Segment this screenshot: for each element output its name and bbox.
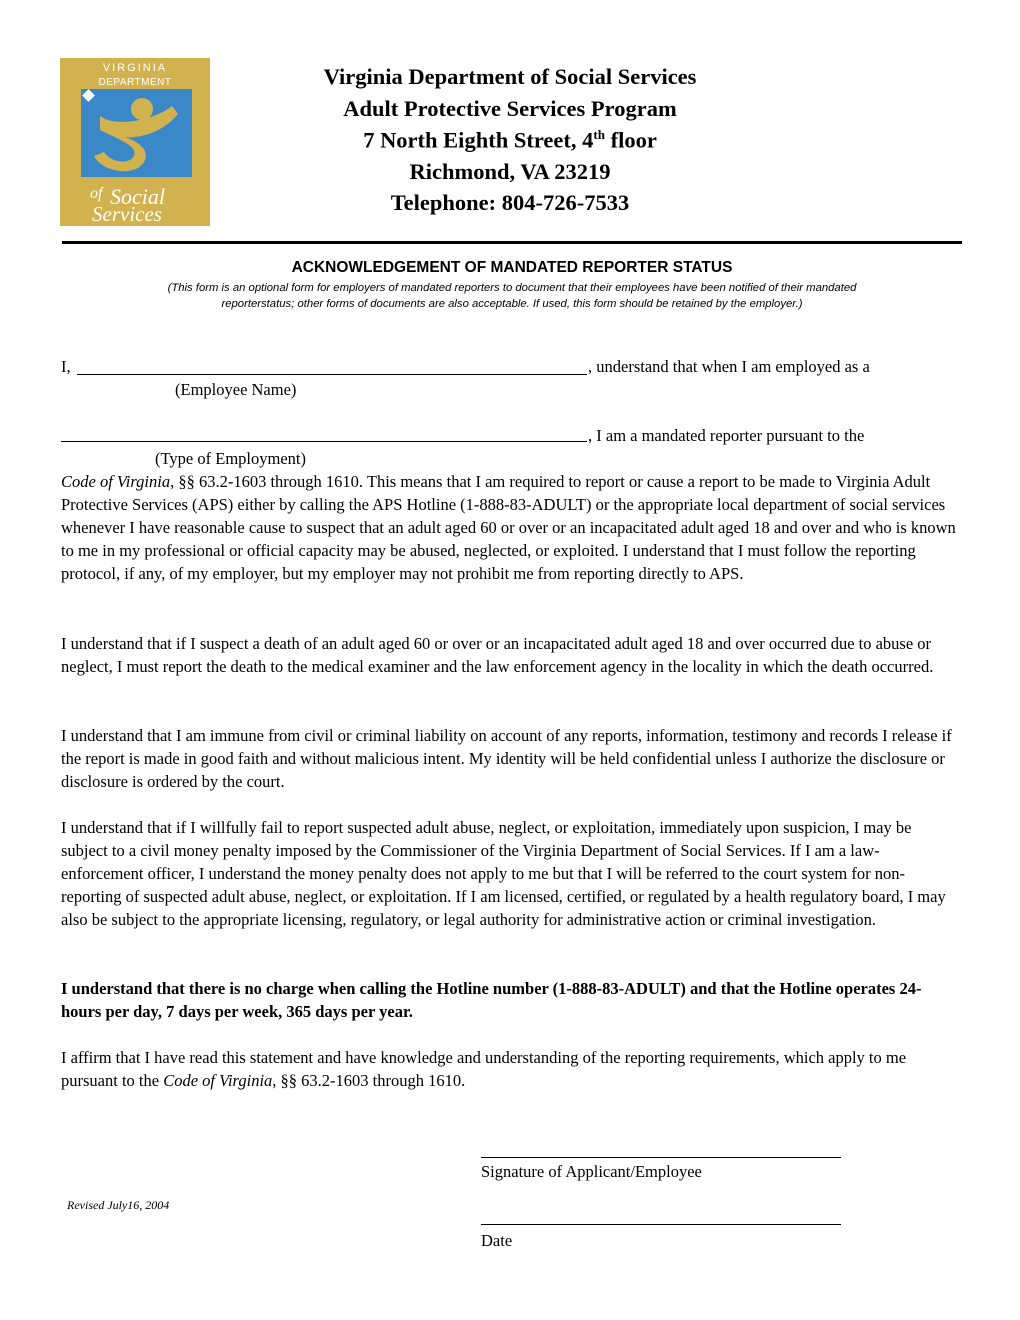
vdss-logo xyxy=(60,58,210,226)
employee-name-label: (Employee Name) xyxy=(175,380,297,399)
form-title: ACKNOWLEDGEMENT OF MANDATED REPORTER STATUS xyxy=(291,259,733,276)
paragraph-affirmation: I affirm that I have read this statement and have knowledge and understanding of the reporting requirements, which apply to me pursuant to the Code of Virginia, §§ 63.2-1603 through 1610. xyxy=(61,1048,907,1090)
paragraph-mandate: Code of Virginia, §§ 63.2-1603 through 1610. This means that I am required to report or cause a report to be made to Virginia Adult Protective Services (APS) either by calling the APS Hotline (1-888-83-ADULT) or the appropriate local department of social services whenever I have reasonable cause to suspect that an adult aged 60 or over or an incapacitated adult aged 18 and over and who is known to me in my professional or official capacity may be abused, neglected, or exploited. I understand that I must follow the reporting protocol, if any, of my employer, but my employer may not prohibit me from reporting directly to APS. xyxy=(61,472,956,583)
date-field[interactable] xyxy=(481,1224,841,1225)
paragraph-immunity: I understand that I am immune from civil or criminal liability on account of any reports, information, testimony and records I release if the report is made in good faith and without malicious intent. My identity will be held confidential unless I authorize the disclosure or disclosure is ordered by the court. xyxy=(61,726,952,791)
form-note-line2: reporterstatus; other forms of documents are also acceptable. If used, this form should be retained by the employer.) xyxy=(221,298,803,310)
header-program: Adult Protective Services Program xyxy=(343,96,677,121)
revised-date: Revised July16, 2004 xyxy=(67,1198,170,1212)
header-agency: Virginia Department of Social Services xyxy=(323,64,697,89)
paragraph-penalty: I understand that if I willfully fail to report suspected adult abuse, neglect, or exploitation, immediately upon suspicion, I may be subject to a civil money penalty imposed by the Commissioner of the Virginia Department of Social Services. If I am a law-enforcement officer, I understand the money penalty does not apply to me but that I will be referred to the court system for non-reporting of suspected adult abuse, neglect, or exploitation. If I am licensed, certified, or regulated by a health regulatory board, I may also be subject to the appropriate licensing, regulatory, or legal authority for administrative action or criminal investigation. xyxy=(61,818,946,929)
logo-middle-text: DEPARTMENT xyxy=(98,77,172,88)
header-city: Richmond, VA 23219 xyxy=(409,159,611,184)
signature-label: Signature of Applicant/Employee xyxy=(481,1162,702,1181)
employment-type-label: (Type of Employment) xyxy=(155,449,306,468)
employment-suffix: , I am a mandated reporter pursuant to the xyxy=(588,426,865,445)
i-prefix: I, xyxy=(61,357,71,376)
header-divider xyxy=(62,241,962,244)
paragraph-hotline: I understand that there is no charge when calling the Hotline number (1-888-83-ADULT) and that the Hotline operates 24-hours per day, 7 days per week, 365 days per year. xyxy=(61,979,922,1021)
employee-suffix: , understand that when I am employed as a xyxy=(588,357,870,376)
employee-name-field[interactable] xyxy=(77,374,587,375)
header-street: 7 North Eighth Street, 4th floor xyxy=(363,127,657,153)
paragraph-death-reporting: I understand that if I suspect a death of an adult aged 60 or over or an incapacitated adult aged 18 and over occurred due to abuse or neglect, I must report the death to the medical examiner and the law enforcement agency in the locality in which the death occurred. xyxy=(61,634,934,676)
date-label: Date xyxy=(481,1231,513,1250)
logo-social-text: Social xyxy=(110,184,165,209)
header-telephone: Telephone: 804-726-7533 xyxy=(390,190,630,215)
signature-field[interactable] xyxy=(481,1157,841,1158)
employment-type-field[interactable] xyxy=(61,441,587,442)
form-note-line1: (This form is an optional form for employers of mandated reporters to document that their employees have been notified of their mandated xyxy=(167,282,857,294)
logo-top-text: VIRGINIA xyxy=(102,62,168,74)
logo-services-text: Services xyxy=(92,202,162,226)
logo-of-text: of xyxy=(90,185,103,202)
